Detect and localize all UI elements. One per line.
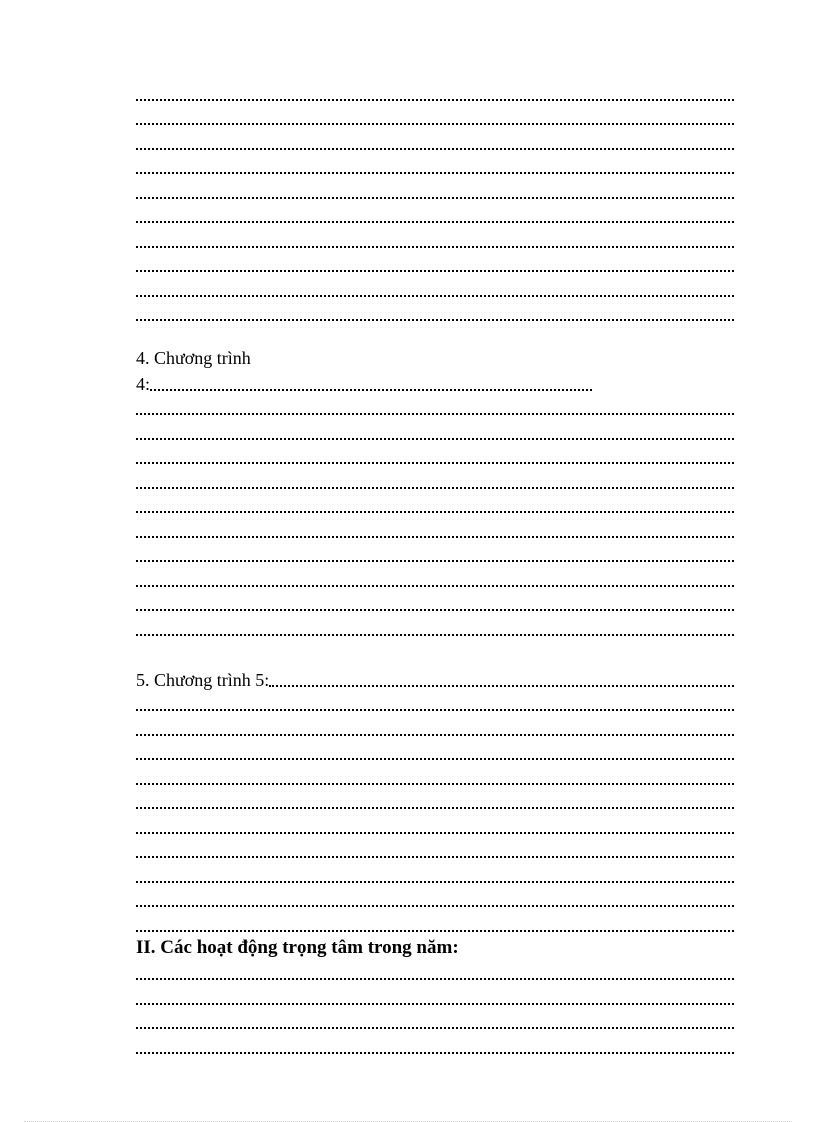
fill-line bbox=[136, 178, 734, 203]
section-4 bbox=[136, 346, 734, 640]
fill-line bbox=[136, 764, 734, 789]
fill-line bbox=[136, 419, 734, 444]
fill-line bbox=[136, 838, 734, 863]
fill-line bbox=[136, 252, 734, 277]
fill-line bbox=[136, 813, 734, 838]
section-5 bbox=[136, 666, 734, 1058]
fill-line bbox=[136, 444, 734, 469]
fill-line bbox=[136, 887, 734, 912]
previous-section-fill-lines bbox=[136, 80, 734, 325]
fill-line bbox=[136, 129, 734, 154]
fill-line bbox=[136, 395, 734, 420]
fill-line bbox=[136, 911, 734, 936]
fill-line bbox=[136, 715, 734, 740]
fill-line bbox=[136, 1009, 734, 1034]
fill-line bbox=[136, 591, 734, 616]
fill-line bbox=[136, 862, 734, 887]
section-4-label: 4: bbox=[136, 373, 151, 394]
section-4-heading: 4. Chương trình bbox=[136, 348, 251, 368]
fill-line bbox=[136, 789, 734, 814]
fill-line bbox=[136, 1033, 734, 1058]
fill-line bbox=[136, 154, 734, 179]
fill-line bbox=[136, 517, 734, 542]
fill-line bbox=[136, 740, 734, 765]
fill-line bbox=[136, 566, 734, 591]
fill-line bbox=[136, 615, 734, 640]
fill-line bbox=[136, 301, 734, 326]
fill-line bbox=[136, 227, 734, 252]
fill-line bbox=[136, 493, 734, 518]
fill-line bbox=[136, 984, 734, 1009]
fill-line bbox=[136, 542, 734, 567]
section-4-label-line bbox=[136, 370, 592, 395]
section-5-label-dots bbox=[269, 666, 734, 691]
section-II-heading: II. Các hoạt động trọng tâm trong năm: bbox=[136, 936, 459, 958]
page-bottom-rule bbox=[24, 1121, 792, 1122]
fill-line bbox=[136, 468, 734, 493]
section-5-label: 5. Chương trình 5: bbox=[136, 669, 270, 690]
fill-line bbox=[136, 276, 734, 301]
fill-line bbox=[136, 691, 734, 716]
fill-line bbox=[136, 80, 734, 105]
fill-line bbox=[136, 105, 734, 130]
fill-line bbox=[136, 960, 734, 985]
fill-line bbox=[136, 203, 734, 228]
section-4-label-dots bbox=[150, 370, 592, 395]
section-5-label-line bbox=[136, 666, 734, 691]
